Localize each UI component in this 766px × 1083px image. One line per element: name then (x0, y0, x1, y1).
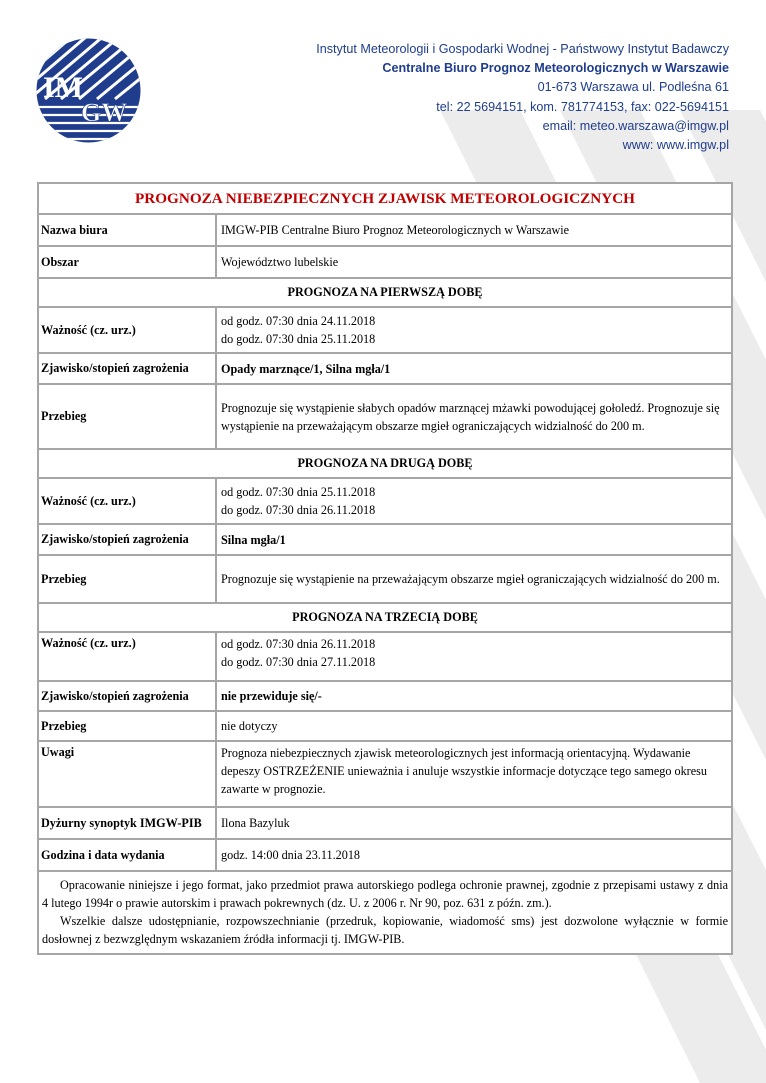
remarks-row (39, 742, 731, 808)
issued-row (39, 840, 731, 872)
office-label: Nazwa biura (39, 215, 217, 245)
email-line: email: meteo.warszawa@imgw.pl (542, 118, 729, 133)
day3-heading: PROGNOZA NA TRZECIĄ DOBĘ (39, 604, 731, 633)
area-label: Obszar (39, 247, 217, 277)
remarks-label: Uwagi (39, 742, 217, 806)
copyright-notice (39, 872, 731, 953)
forecast-table (37, 182, 733, 955)
day3-course-row (39, 712, 731, 742)
day2-phenomenon-row (39, 525, 731, 556)
remarks-value: Prognoza niebezpiecznych zjawisk meteorologicznych jest informacją orientacyjną. Wydawanie depeszy OSTRZEŻENIE unieważnia i anuluje wszystkie informacje dotyczące tego samego okresu zawarte w prognozie. (221, 746, 707, 796)
forecaster-value: Ilona Bazyluk (221, 816, 290, 830)
validity-to: do godz. 07:30 dnia 25.11.2018 (221, 332, 376, 346)
course-label: Przebieg (39, 556, 217, 602)
logo-text-top: IM (43, 71, 83, 104)
validity-from: od godz. 07:30 dnia 24.11.2018 (221, 314, 376, 328)
course-value: nie dotyczy (221, 719, 278, 733)
validity-label: Ważność (cz. urz.) (39, 479, 217, 523)
validity-value (217, 633, 731, 680)
validity-value (217, 479, 731, 523)
address: 01-673 Warszawa ul. Podleśna 61 (537, 80, 729, 95)
forecaster-label: Dyżurny synoptyk IMGW-PIB (39, 808, 217, 838)
validity-to: do godz. 07:30 dnia 26.11.2018 (221, 503, 376, 517)
office-name: Centralne Biuro Prognoz Meteorologicznych w Warszawie (382, 61, 729, 76)
day3-validity-row (39, 633, 731, 682)
phenomenon-value: nie przewiduje się/- (221, 689, 322, 703)
day1-course-row (39, 385, 731, 450)
validity-value (217, 308, 731, 352)
day3-phenomenon-row (39, 682, 731, 712)
validity-to: do godz. 07:30 dnia 27.11.2018 (221, 655, 376, 669)
website-line: www: www.imgw.pl (622, 138, 729, 153)
validity-from: od godz. 07:30 dnia 25.11.2018 (221, 485, 376, 499)
course-value: Prognozuje się wystąpienie słabych opadów marznącej mżawki powodującej gołoledź. Prognozuje się wystąpienie na przeważającym obszarze mgieł ograniczających widzialność do 200 m. (221, 400, 720, 433)
course-label: Przebieg (39, 385, 217, 448)
course-label: Przebieg (39, 712, 217, 740)
copyright-paragraph-1: Opracowanie niniejsze i jego format, jako przedmiot prawa autorskiego podlega ochronie prawnej, zgodnie z przepisami ustawy z dnia 4 lutego 1994r o prawie autorskim i prawach pokrewnych (dz. U. z 2006 r. Nr 90, poz. 631 z późn. zm.). (42, 878, 728, 910)
phenomenon-label: Zjawisko/stopień zagrożenia (39, 525, 217, 554)
course-value: Prognozuje się wystąpienie na przeważającym obszarze mgieł ograniczających widzialność do 200 m. (221, 572, 720, 586)
office-value: IMGW-PIB Centralne Biuro Prognoz Meteorologicznych w Warszawie (221, 223, 570, 237)
letterhead (0, 0, 766, 180)
institute-name: Instytut Meteorologii i Gospodarki Wodnej - Państwowy Instytut Badawczy (316, 42, 729, 56)
day2-course-row (39, 556, 731, 604)
validity-from: od godz. 07:30 dnia 26.11.2018 (221, 637, 376, 651)
phenomenon-value: Silna mgła/1 (221, 532, 286, 547)
issued-value: godz. 14:00 dnia 23.11.2018 (221, 848, 361, 862)
day1-phenomenon-row (39, 354, 731, 385)
validity-label: Ważność (cz. urz.) (39, 633, 217, 680)
day1-heading: PROGNOZA NA PIERWSZĄ DOBĘ (39, 279, 731, 308)
area-value: Województwo lubelskie (221, 255, 339, 269)
forecaster-row (39, 808, 731, 840)
imgw-logo (35, 37, 142, 144)
office-row (39, 215, 731, 247)
document-title: PROGNOZA NIEBEZPIECZNYCH ZJAWISK METEOROLOGICZNYCH (39, 184, 731, 215)
phenomenon-label: Zjawisko/stopień zagrożenia (39, 682, 217, 710)
day1-validity-row (39, 308, 731, 354)
area-row (39, 247, 731, 279)
copyright-paragraph-2: Wszelkie dalsze udostępnianie, rozpowszechnianie (przedruk, kopiowanie, wiadomość sms) jest dozwolone wyłącznie w formie dosłownej z bezwzględnym wskazaniem źródła informacji tj. IMGW-PIB. (42, 914, 728, 946)
validity-label: Ważność (cz. urz.) (39, 308, 217, 352)
phone-line: tel: 22 5694151, kom. 781774153, fax: 022-5694151 (436, 99, 729, 114)
phenomenon-value: Opady marznące/1, Silna mgła/1 (221, 361, 391, 376)
phenomenon-label: Zjawisko/stopień zagrożenia (39, 354, 217, 383)
day2-validity-row (39, 479, 731, 525)
day2-heading: PROGNOZA NA DRUGĄ DOBĘ (39, 450, 731, 479)
issued-label: Godzina i data wydania (39, 840, 217, 870)
institute-contact (316, 40, 729, 155)
logo-text-bottom: GW (81, 98, 128, 127)
